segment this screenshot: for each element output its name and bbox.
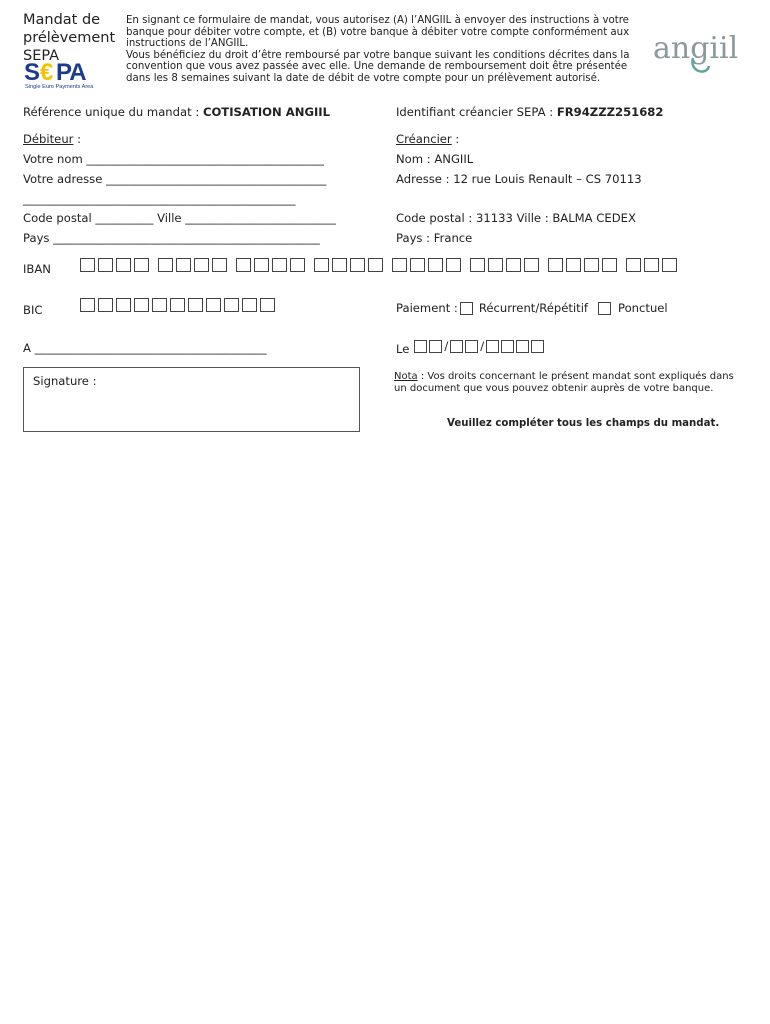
creditor-postal-city: Code postal : 31133 Ville : BALMA CEDEX <box>396 211 636 225</box>
nota-body: : Vos droits concernant le présent mandat sont expliqués dans un document que vous pouvez obtenir auprès de votre banque. <box>394 371 734 394</box>
bic-char-box[interactable] <box>242 298 257 312</box>
mandate-reference-label: Référence unique du mandat : <box>23 105 203 119</box>
debtor-postal-city-field[interactable]: Code postal __________ Ville __________________________ <box>23 211 336 225</box>
creditor-country: Pays : France <box>396 231 473 245</box>
iban-input[interactable] <box>80 258 680 272</box>
bic-char-box[interactable] <box>80 298 95 312</box>
angiil-logo <box>653 28 753 76</box>
bic-char-box[interactable] <box>188 298 203 312</box>
creditor-identifier-label: Identifiant créancier SEPA : <box>396 105 557 119</box>
iban-char-box[interactable] <box>212 258 227 272</box>
iban-char-box[interactable] <box>410 258 425 272</box>
date-month-box[interactable] <box>465 340 478 353</box>
iban-char-box[interactable] <box>644 258 659 272</box>
iban-char-box[interactable] <box>566 258 581 272</box>
creditor-name: Nom : ANGIIL <box>396 152 474 166</box>
creditor-identifier-value: FR94ZZZ251682 <box>556 105 664 119</box>
date-year-box[interactable] <box>486 340 499 353</box>
title-line-2: prélèvement <box>23 30 116 46</box>
iban-char-box[interactable] <box>446 258 461 272</box>
bic-char-box[interactable] <box>134 298 149 312</box>
svg-text:S: S <box>24 59 40 86</box>
iban-char-box[interactable] <box>506 258 521 272</box>
payment-type-label: Paiement : <box>396 301 458 315</box>
sepa-logo <box>23 59 105 89</box>
date-day-box[interactable] <box>414 340 427 353</box>
date-year-box[interactable] <box>531 340 544 353</box>
debtor-name-field[interactable]: Votre nom _________________________________________ <box>23 152 325 166</box>
bic-char-box[interactable] <box>116 298 131 312</box>
bic-label: BIC <box>23 303 43 317</box>
date-label: Le <box>396 342 410 356</box>
iban-char-box[interactable] <box>332 258 347 272</box>
one-off-checkbox[interactable] <box>598 302 611 315</box>
iban-char-box[interactable] <box>488 258 503 272</box>
iban-char-box[interactable] <box>626 258 641 272</box>
bic-input[interactable] <box>80 298 278 312</box>
iban-char-box[interactable] <box>350 258 365 272</box>
signature-box[interactable] <box>23 367 360 432</box>
iban-char-box[interactable] <box>80 258 95 272</box>
intro-paragraph-1: En signant ce formulaire de mandat, vous autorisez (A) l’ANGIIL à envoyer des instructions à votre banque pour débiter votre compte, et (B) votre banque à débiter votre compte conformément aux instructions de l’ANGIIL. <box>126 15 630 50</box>
signature-label: Signature : <box>33 374 97 388</box>
debtor-address-field[interactable]: Votre adresse ______________________________________ <box>23 172 327 186</box>
iban-char-box[interactable] <box>254 258 269 272</box>
complete-all-fields-notice: Veuillez compléter tous les champs du mandat. <box>447 418 720 429</box>
bic-char-box[interactable] <box>152 298 167 312</box>
form-title <box>23 11 115 65</box>
iban-char-box[interactable] <box>290 258 305 272</box>
iban-char-box[interactable] <box>368 258 383 272</box>
iban-char-box[interactable] <box>392 258 407 272</box>
bic-char-box[interactable] <box>260 298 275 312</box>
one-off-label: Ponctuel <box>618 301 668 315</box>
debtor-country-field[interactable]: Pays ______________________________________________ <box>23 231 320 245</box>
intro-text <box>126 15 646 85</box>
iban-char-box[interactable] <box>602 258 617 272</box>
recurring-checkbox[interactable] <box>460 302 473 315</box>
iban-char-box[interactable] <box>236 258 251 272</box>
debtor-heading: Débiteur : <box>23 132 82 146</box>
svg-text:PA: PA <box>56 59 86 86</box>
place-field[interactable]: A ________________________________________ <box>23 341 267 355</box>
nota-text <box>394 371 734 395</box>
bic-char-box[interactable] <box>98 298 113 312</box>
creditor-identifier <box>396 105 663 119</box>
iban-char-box[interactable] <box>134 258 149 272</box>
iban-char-box[interactable] <box>584 258 599 272</box>
angiil-logo-text: angiil <box>653 31 739 66</box>
date-year-box[interactable] <box>516 340 529 353</box>
payment-type <box>396 301 668 315</box>
bic-char-box[interactable] <box>170 298 185 312</box>
title-line-1: Mandat de <box>23 12 101 28</box>
title-line-3: SEPA <box>23 48 60 64</box>
creditor-heading: Créancier : <box>396 132 460 146</box>
iban-char-box[interactable] <box>176 258 191 272</box>
bic-char-box[interactable] <box>224 298 239 312</box>
iban-char-box[interactable] <box>470 258 485 272</box>
date-year-box[interactable] <box>501 340 514 353</box>
svg-text:€: € <box>40 59 54 86</box>
date-separator: / <box>480 339 485 353</box>
nota-label: Nota <box>394 371 418 382</box>
iban-char-box[interactable] <box>428 258 443 272</box>
iban-char-box[interactable] <box>548 258 563 272</box>
iban-char-box[interactable] <box>272 258 287 272</box>
mandate-reference-value: COTISATION ANGIIL <box>202 105 330 119</box>
recurring-label: Récurrent/Répétitif <box>478 301 589 315</box>
date-field[interactable] <box>396 339 546 356</box>
bic-char-box[interactable] <box>206 298 221 312</box>
mandate-reference <box>23 105 330 119</box>
iban-label: IBAN <box>23 262 51 276</box>
sepa-tagline: Single Euro Payments Area <box>25 84 94 89</box>
iban-char-box[interactable] <box>662 258 677 272</box>
iban-char-box[interactable] <box>194 258 209 272</box>
date-separator: / <box>444 339 449 353</box>
iban-char-box[interactable] <box>98 258 113 272</box>
date-day-box[interactable] <box>429 340 442 353</box>
iban-char-box[interactable] <box>116 258 131 272</box>
iban-char-box[interactable] <box>158 258 173 272</box>
date-month-box[interactable] <box>450 340 463 353</box>
intro-paragraph-2: Vous bénéficiez du droit d’être remboursé par votre banque suivant les conditions décrites dans la convention que vous avez passée avec elle. Une demande de remboursement doit être présentée dans les 8 semaines suivant la date de débit de votre compte pour un prélèvement autorisé. <box>126 49 630 84</box>
iban-char-box[interactable] <box>524 258 539 272</box>
creditor-address: Adresse : 12 rue Louis Renault – CS 70113 <box>396 172 642 186</box>
iban-char-box[interactable] <box>314 258 329 272</box>
debtor-address-line-2[interactable]: _______________________________________________ <box>23 192 296 206</box>
